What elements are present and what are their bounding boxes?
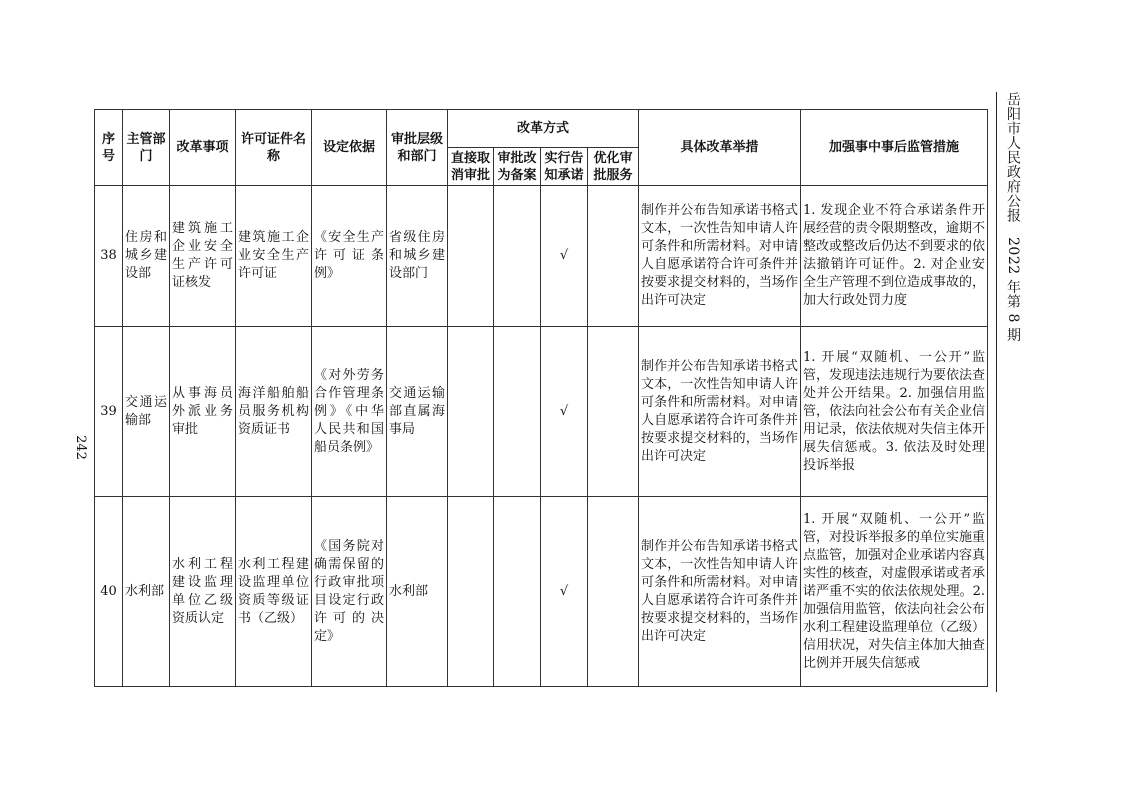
cell-mode-notify: √ <box>541 186 588 327</box>
header-row <box>95 110 988 148</box>
cell-mode-record <box>494 186 541 327</box>
header-basis: 设定依据 <box>312 110 387 186</box>
cell-license-name: 建筑施工企业安全生产许可证 <box>236 186 312 327</box>
cell-mode-cancel <box>448 497 494 687</box>
header-supervision: 加强事中事后监管措施 <box>801 110 988 186</box>
header-mode-optimize: 优化审批服务 <box>588 148 639 186</box>
cell-level: 交通运输部直属海事局 <box>387 327 448 497</box>
cell-mode-record <box>494 327 541 497</box>
header-mode-notify: 实行告知承诺 <box>541 148 588 186</box>
cell-license-name: 海洋船舶船员服务机构资质证书 <box>236 327 312 497</box>
header-mode-cancel: 直接取消审批 <box>448 148 494 186</box>
cell-supervision: 1. 开展“双随机、一公开”监管，发现违法违规行为要依法查处并公开结果。2. 加强信用监管，依法向社会公布有关企业信用记录，依法依规对失信主体开展失信惩戒。3. 依法及时处理投诉举报 <box>801 327 988 497</box>
running-header <box>996 92 1029 692</box>
cell-supervision: 1. 开展“双随机、一公开”监管，对投诉举报多的单位实施重点监管，加强对企业承诺内容真实性的核查，对虚假承诺或者承诺严重不实的依法依规处理。2. 加强信用监管，依法向社会公布水利工程建设监理单位（乙级）信用状况，对失信主体加大抽查比例并开展失信惩戒 <box>801 497 988 687</box>
header-measures: 具体改革举措 <box>639 110 801 186</box>
header-index: 序号 <box>95 110 123 186</box>
table-row <box>95 327 988 497</box>
cell-measures: 制作并公布告知承诺书格式文本，一次性告知申请人许可条件和所需材料。对申请人自愿承诺符合许可条件并按要求提交材料的，当场作出许可决定 <box>639 186 801 327</box>
cell-basis: 《安全生产许可证条例》 <box>312 186 387 327</box>
cell-mode-cancel <box>448 327 494 497</box>
cell-index: 40 <box>95 497 123 687</box>
cell-level: 省级住房和城乡建设部门 <box>387 186 448 327</box>
cell-basis: 《国务院对确需保留的行政审批项目设定行政许可的决定》 <box>312 497 387 687</box>
cell-department: 交通运输部 <box>123 327 170 497</box>
header-department: 主管部门 <box>123 110 170 186</box>
header-mode-record: 审批改为备案 <box>494 148 541 186</box>
cell-department: 住房和城乡建设部 <box>123 186 170 327</box>
cell-mode-optimize <box>588 186 639 327</box>
cell-license-name: 水利工程建设监理单位资质等级证书（乙级） <box>236 497 312 687</box>
cell-basis: 《对外劳务合作管理条例》《中华人民共和国船员条例》 <box>312 327 387 497</box>
table-row <box>95 186 988 327</box>
header-reform-mode: 改革方式 <box>448 110 639 148</box>
cell-supervision: 1. 发现企业不符合承诺条件开展经营的责令限期整改，逾期不整改或整改后仍达不到要求的依法撤销许可证件。2. 对企业安全生产管理不到位造成事故的，加大行政处罚力度 <box>801 186 988 327</box>
header-license-name: 许可证件名称 <box>236 110 312 186</box>
header-item: 改革事项 <box>170 110 236 186</box>
cell-index: 39 <box>95 327 123 497</box>
cell-measures: 制作并公布告知承诺书格式文本，一次性告知申请人许可条件和所需材料。对申请人自愿承诺符合许可条件并按要求提交材料的，当场作出许可决定 <box>639 327 801 497</box>
cell-index: 38 <box>95 186 123 327</box>
cell-item: 水利工程建设监理单位乙级资质认定 <box>170 497 236 687</box>
header-level: 审批层级和部门 <box>387 110 448 186</box>
cell-measures: 制作并公布告知承诺书格式文本，一次性告知申请人许可条件和所需材料。对申请人自愿承诺符合许可条件并按要求提交材料的，当场作出许可决定 <box>639 497 801 687</box>
table-row <box>95 497 988 687</box>
cell-item: 从事海员外派业务审批 <box>170 327 236 497</box>
cell-item: 建筑施工企业安全生产许可证核发 <box>170 186 236 327</box>
cell-level: 水利部 <box>387 497 448 687</box>
cell-mode-record <box>494 497 541 687</box>
cell-mode-notify: √ <box>541 327 588 497</box>
cell-department: 水利部 <box>123 497 170 687</box>
publication-title: 岳阳市人民政府公报 2022 年第 8 期 <box>1005 92 1021 343</box>
page-number: 242 <box>72 435 88 460</box>
reform-table <box>94 109 988 687</box>
cell-mode-optimize <box>588 327 639 497</box>
cell-mode-notify: √ <box>541 497 588 687</box>
cell-mode-optimize <box>588 497 639 687</box>
cell-mode-cancel <box>448 186 494 327</box>
